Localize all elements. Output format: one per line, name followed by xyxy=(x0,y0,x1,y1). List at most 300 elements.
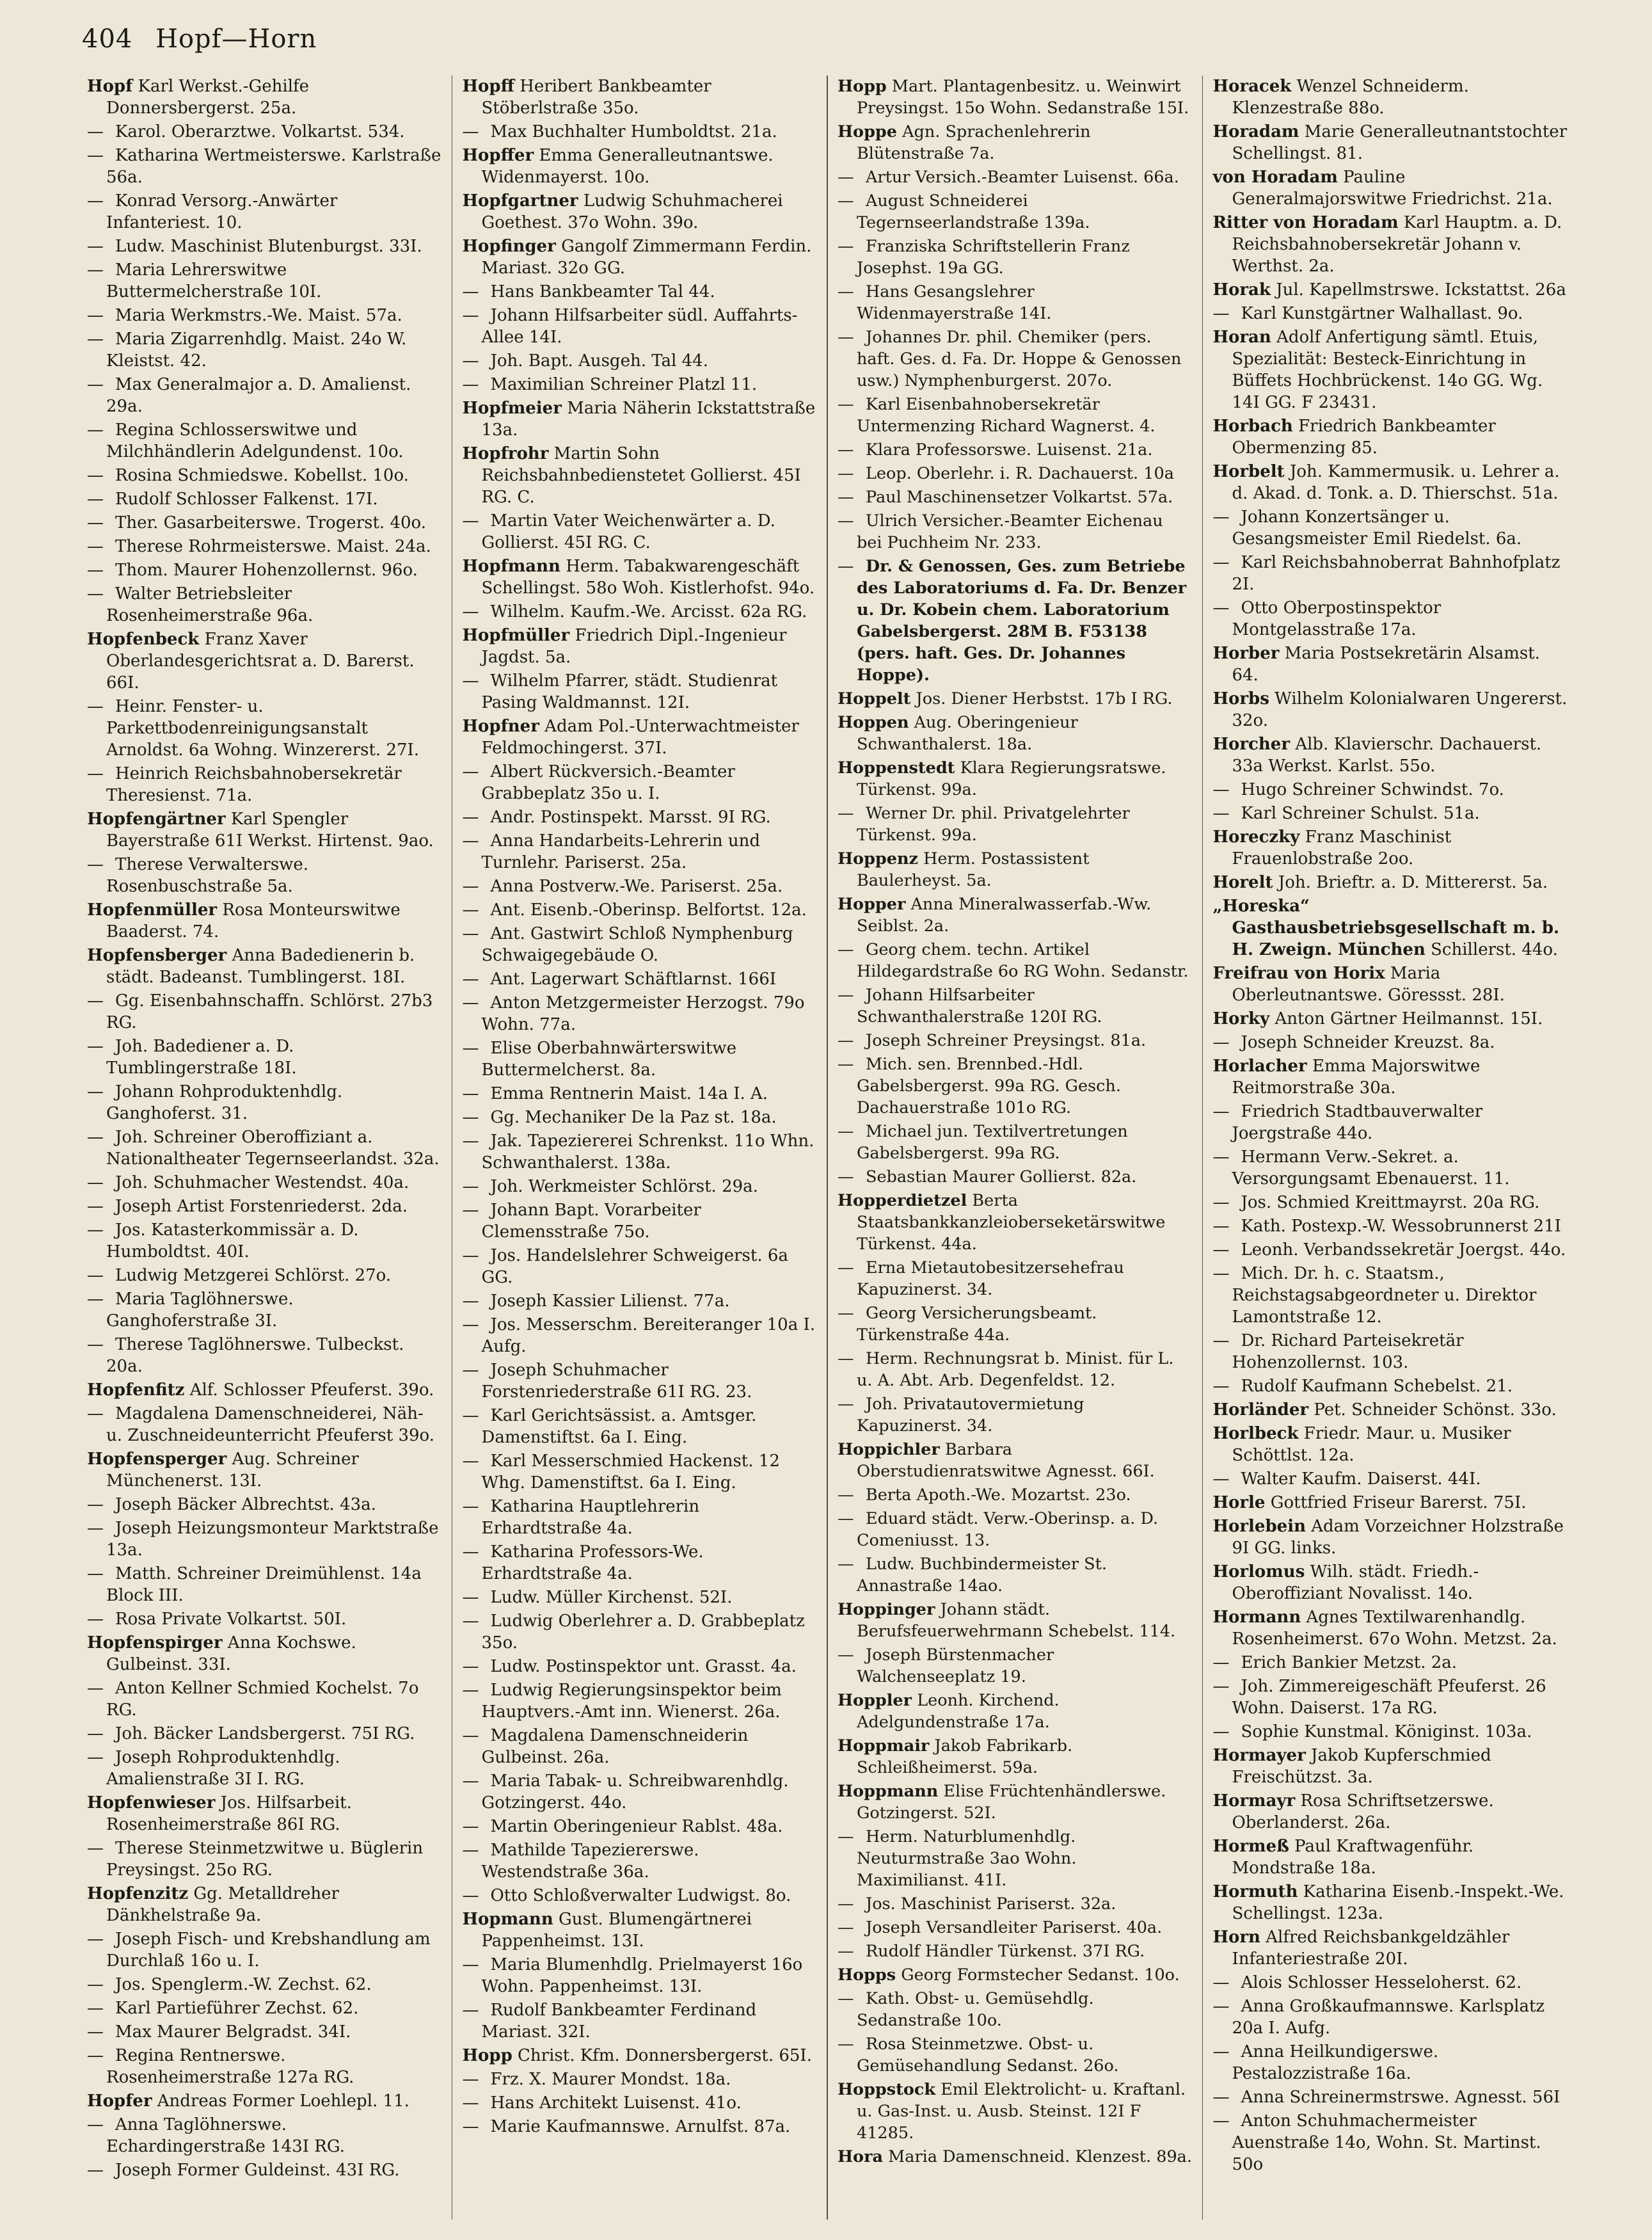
directory-entry xyxy=(838,1893,1193,1915)
directory-entry xyxy=(87,328,442,372)
directory-entry xyxy=(1212,121,1568,164)
directory-entry xyxy=(1212,1721,1568,1743)
entry-details: Jos. Hilfsarbeit. Rosenheimerstraße 86I RG. xyxy=(106,1793,352,1834)
entry-details: Joh. Brieftr. a. D. Mittererst. 5a. xyxy=(1278,873,1548,892)
entry-details: Rosa Private Volkartst. 50I. xyxy=(115,1610,347,1629)
directory-entry xyxy=(87,1334,442,1377)
directory-entry xyxy=(462,145,817,188)
entry-details: Maria Näherin Ickstattstraße 13a. xyxy=(481,399,816,440)
continuation-dash: — xyxy=(87,991,104,1011)
directory-entry xyxy=(462,1816,817,1837)
entry-details: Maria Blumenhdlg. Prielmayerst 16o Wohn. Pappenheimst. 13I. xyxy=(481,1955,803,1996)
directory-entry xyxy=(1212,1468,1568,1490)
continuation-dash: — xyxy=(837,1989,854,2008)
entry-details: Joh. Schreiner Oberoffiziant a. Nationaltheater Tegernseerlandst. 32a. xyxy=(106,1128,440,1169)
directory-entry xyxy=(462,1908,817,1952)
entry-details: Maria Taglöhnerswe. Ganghoferstraße 3I. xyxy=(106,1290,294,1331)
entry-surname: Hoppler xyxy=(837,1691,912,1710)
directory-entry xyxy=(1212,779,1568,801)
directory-entry xyxy=(1212,76,1568,119)
continuation-dash: — xyxy=(462,1084,479,1103)
entry-details: Michael jun. Textilvertretungen Gabelsbergerst. 99a RG. xyxy=(856,1122,1128,1163)
entry-surname: Hopf xyxy=(87,77,133,96)
continuation-dash: — xyxy=(462,1315,479,1334)
directory-entry xyxy=(87,1792,442,1836)
entry-details: Jos. Katasterkommissär a. D. Humboldtst. 40I. xyxy=(106,1220,359,1261)
continuation-dash: — xyxy=(1212,1217,1230,1236)
entry-details: Ludwig Schuhmacherei Goethest. 37o Wohn. 39o. xyxy=(481,191,783,232)
entry-surname: Hopper xyxy=(837,895,906,914)
entry-details: Elise Früchtenhändlerswe. Gotzingerst. 52I. xyxy=(856,1782,1166,1823)
entry-surname: Horcher xyxy=(1212,735,1291,754)
directory-entry xyxy=(838,1508,1193,1551)
directory-entry xyxy=(87,990,442,1034)
entry-details: Wilh. städt. Friedh.-Oberoffiziant Novalisst. 14o. xyxy=(1232,1562,1479,1603)
entry-details: Karol. Oberarztwe. Volkartst. 534. xyxy=(115,122,405,141)
continuation-dash: — xyxy=(462,900,479,920)
entry-surname: Hoppstock xyxy=(837,2080,936,2099)
continuation-dash: — xyxy=(837,1349,854,1368)
entry-details: Jos. Maschinist Pariserst. 32a. xyxy=(865,1894,1116,1914)
continuation-dash: — xyxy=(837,237,854,256)
continuation-dash: — xyxy=(1212,1722,1230,1741)
directory-entry xyxy=(462,2045,817,2067)
directory-entry xyxy=(462,876,817,897)
entry-details: Maria Werkmstrs.-We. Maist. 57a. xyxy=(115,306,402,325)
directory-entry xyxy=(87,1747,442,1790)
entry-details: Thom. Maurer Hohenzollernst. 96o. xyxy=(115,561,418,580)
directory-entry xyxy=(87,419,442,463)
column-rule xyxy=(827,76,828,2220)
entry-details: Otto Schloßverwalter Ludwigst. 8o. xyxy=(490,1886,791,1905)
directory-entry xyxy=(462,1290,817,1312)
entry-surname: Hopffer xyxy=(462,146,534,165)
continuation-dash: — xyxy=(87,2046,104,2065)
directory-entry xyxy=(838,1735,1193,1779)
continuation-dash: — xyxy=(837,464,854,483)
directory-entry xyxy=(1212,597,1568,641)
entry-surname: Horan xyxy=(1212,328,1271,347)
directory-entry xyxy=(1212,212,1568,277)
entry-details: Karl Schreiner Schulst. 51a. xyxy=(1241,804,1480,823)
continuation-dash: — xyxy=(462,1361,479,1380)
entry-details: Therese Rohrmeisterswe. Maist. 24a. xyxy=(115,537,431,556)
entry-details: Heribert Bankbeamter Stöberlstraße 35o. xyxy=(481,77,711,118)
entry-details: Mich. Dr. h. c. Staatsm., Reichstagsabgeordneter u. Direktor Lamontstraße 12. xyxy=(1232,1264,1537,1327)
continuation-dash: — xyxy=(462,1657,479,1676)
entry-details: Agnes Textilwarenhandlg. Rosenheimerst. 67o Wohn. Metzst. 2a. xyxy=(1232,1608,1557,1649)
entry-surname: Hoppichler xyxy=(837,1440,940,1459)
directory-entry xyxy=(838,2079,1193,2144)
continuation-dash: — xyxy=(87,1220,104,1240)
entry-details: Joseph Rohproduktenhdlg. Amalienstraße 3I I. RG. xyxy=(106,1748,340,1789)
continuation-dash: — xyxy=(1212,1193,1230,1212)
continuation-dash: — xyxy=(87,764,104,783)
entry-details: Johann Hilfsarbeiter Schwanthalerstraße 120I RG. xyxy=(856,986,1102,1027)
directory-entry xyxy=(87,465,442,486)
directory-entry xyxy=(462,1954,817,1997)
entry-details: Joseph Artist Forstenriederst. 2da. xyxy=(115,1197,408,1216)
entry-details: Pet. Schneider Schönst. 33o. xyxy=(1314,1400,1557,1420)
directory-entry xyxy=(838,1302,1193,1346)
entry-details: Ther. Gasarbeiterswe. Trogerst. 40o. xyxy=(115,513,426,532)
entry-details: Barbara Oberstudienratswitwe Agnesst. 66I. xyxy=(856,1440,1155,1481)
directory-entry xyxy=(462,443,817,508)
entry-details: Max Buchhalter Humboldtst. 21a. xyxy=(490,122,777,141)
directory-entry xyxy=(838,893,1193,937)
directory-entry xyxy=(462,76,817,119)
entry-surname: Horbach xyxy=(1212,417,1293,436)
continuation-dash: — xyxy=(87,1679,104,1698)
entry-details: Franz Xaver Oberlandesgerichtsrat a. D. Barerst. 66I. xyxy=(106,630,415,692)
directory-entry xyxy=(1212,1330,1568,1373)
continuation-dash: — xyxy=(87,1082,104,1101)
directory-entry xyxy=(87,1723,442,1745)
directory-entry xyxy=(462,1610,817,1654)
entry-details: Anton Schuhmachermeister Auenstraße 14o, Wohn. St. Martinst. 50o xyxy=(1232,2111,1541,2174)
directory-entry xyxy=(462,1885,817,1907)
entry-details: Herm. Tabakwarengeschäft Schellingst. 58o Woh. Kistlerhofst. 94o. xyxy=(481,557,815,598)
directory-entry xyxy=(838,803,1193,846)
entry-details: Karl Hauptm. a. D. Reichsbahnobersekretär Johann v. Werthst. 2a. xyxy=(1232,213,1562,276)
entry-details: Christ. Kfm. Donnersbergerst. 65I. xyxy=(518,2046,812,2065)
continuation-dash: — xyxy=(462,2117,479,2136)
directory-entry xyxy=(1212,1652,1568,1674)
directory-entry xyxy=(1212,2041,1568,2084)
continuation-dash: — xyxy=(837,1555,854,1574)
entry-details: Dr. Richard Parteisekretär Hohenzollernst. 103. xyxy=(1232,1331,1464,1372)
directory-entry xyxy=(838,166,1193,188)
entry-details: Marie Kaufmannswe. Arnulfst. 87a. xyxy=(490,2117,791,2136)
directory-entry xyxy=(838,1190,1193,1255)
entry-details: Wilhelm Pfarrer, städt. Studienrat Pasing Waldmannst. 12I. xyxy=(481,671,778,712)
entry-details: Emma Rentnerin Maist. 14a I. A. xyxy=(490,1084,768,1103)
entry-details: Heinrich Reichsbahnobersekretär Theresienst. 71a. xyxy=(106,764,402,805)
continuation-dash: — xyxy=(87,697,104,716)
entry-details: Maximilian Schreiner Platzl 11. xyxy=(490,375,758,394)
entry-details: Jos. Spenglerm.-W. Zechst. 62. xyxy=(115,1975,372,1994)
continuation-dash: — xyxy=(462,2093,479,2113)
directory-entry xyxy=(838,1780,1193,1824)
directory-entry xyxy=(462,1541,817,1585)
entry-details: Max Generalmajor a. D. Amalienst. 29a. xyxy=(106,375,411,416)
entry-surname: Hoppenz xyxy=(837,849,918,868)
directory-entry xyxy=(838,1121,1193,1164)
directory-entry xyxy=(87,1265,442,1286)
continuation-dash: — xyxy=(1212,1240,1230,1260)
continuation-dash: — xyxy=(462,511,479,531)
directory-entry xyxy=(1212,1008,1568,1030)
entry-details: Emma Majorswitwe Reitmorstraße 30a. xyxy=(1232,1057,1481,1098)
directory-entry xyxy=(462,1999,817,2043)
entry-surname: Hormuth xyxy=(1212,1882,1298,1901)
directory-entry xyxy=(462,1130,817,1174)
entry-details: Joseph Heizungsmonteur Marktstraße 13a. xyxy=(106,1519,439,1560)
continuation-dash: — xyxy=(837,1258,854,1277)
entry-details: Gg. Metalldreher Dänkhelstraße 9a. xyxy=(106,1884,339,1925)
continuation-dash: — xyxy=(837,940,854,959)
directory-entry xyxy=(1212,688,1568,732)
continuation-dash: — xyxy=(837,395,854,414)
directory-entry xyxy=(1212,326,1568,413)
entry-details: Aug. Schreiner Münchenerst. 13I. xyxy=(106,1450,359,1491)
entry-details: Maria Zigarrenhdlg. Maist. 24o W. Kleistst. 42. xyxy=(106,330,407,371)
entry-details: Katharina Hauptlehrerin Erhardtstraße 4a. xyxy=(481,1497,700,1538)
continuation-dash: — xyxy=(87,191,104,211)
entry-details: Johannes Dr. phil. Chemiker (pers. haft. Ges. d. Fa. Dr. Hoppe & Genossen usw.) Nymphenburgerst. 207o. xyxy=(856,328,1182,390)
entry-details: Rudolf Schlosser Falkenst. 17I. xyxy=(115,490,378,509)
directory-entry xyxy=(1212,1996,1568,2039)
entry-surname: Ritter von Horadam xyxy=(1212,213,1399,232)
directory-entry xyxy=(87,1928,442,1972)
continuation-dash: — xyxy=(837,191,854,211)
entry-details: Leop. Oberlehr. i. R. Dachauerst. 10a xyxy=(865,464,1174,483)
continuation-dash: — xyxy=(87,561,104,580)
continuation-dash: — xyxy=(462,1772,479,1791)
entry-surname: Horadam xyxy=(1212,122,1299,141)
continuation-dash: — xyxy=(87,466,104,485)
entry-details: Wenzel Schneiderm. Klenzestraße 88o. xyxy=(1232,77,1469,118)
directory-entry xyxy=(1212,1101,1568,1144)
directory-entry xyxy=(87,145,442,188)
entry-details: Jos. Diener Herbstst. 17b I RG. xyxy=(916,689,1173,708)
entry-details: Konrad Versorg.-Anwärter Infanteriest. 10. xyxy=(106,191,338,232)
directory-entry xyxy=(1212,1790,1568,1834)
continuation-dash: — xyxy=(87,1128,104,1147)
entry-details: Rudolf Bankbeamter Ferdinand Mariast. 32I. xyxy=(481,2001,757,2042)
entry-surname: Hopperdietzel xyxy=(837,1191,967,1210)
continuation-dash: — xyxy=(462,1452,479,1471)
directory-entry xyxy=(838,1348,1193,1391)
entry-details: Johann Konzertsänger u. Gesangsmeister Emil Riedelst. 6a. xyxy=(1232,508,1522,548)
entry-surname: Horn xyxy=(1212,1928,1260,1947)
continuation-dash: — xyxy=(87,1173,104,1192)
directory-entry xyxy=(87,628,442,694)
continuation-dash: — xyxy=(462,1588,479,1607)
directory-entry xyxy=(1212,279,1568,301)
directory-entry xyxy=(462,968,817,990)
entry-surname: Horacek xyxy=(1212,77,1292,96)
directory-entry xyxy=(838,1393,1193,1437)
continuation-dash: — xyxy=(462,2001,479,2020)
entry-details: Friedrich Bankbeamter Obermenzing 85. xyxy=(1232,417,1496,458)
directory-entry xyxy=(462,305,817,348)
continuation-dash: — xyxy=(1212,1033,1230,1052)
directory-entry xyxy=(838,1826,1193,1891)
entry-details: Maria Oberleutnantswe. Göressst. 28I. xyxy=(1232,964,1505,1005)
entry-details: Joseph Schreiner Preysingst. 81a. xyxy=(865,1031,1147,1050)
continuation-dash: — xyxy=(462,282,479,301)
directory-entry xyxy=(838,281,1193,324)
directory-entry xyxy=(87,1632,442,1676)
entry-details: Mich. sen. Brennbed.-Hdl. Gabelsbergerst. 99a RG. Gesch. Dachauerstraße 101o RG. xyxy=(856,1055,1121,1117)
directory-entry xyxy=(462,397,817,441)
continuation-dash: — xyxy=(837,1827,854,1846)
continuation-dash: — xyxy=(1212,1997,1230,2016)
directory-entry xyxy=(462,1314,817,1357)
entry-details: Rosina Schmiedswe. Kobellst. 10o. xyxy=(115,466,409,485)
entry-details: Anna Handarbeits-Lehrerin und Turnlehr. Pariserst. 25a. xyxy=(481,831,761,872)
entry-details: Mart. Plantagenbesitz. u. Weinwirt Preysingst. 15o Wohn. Sedanstraße 15I. xyxy=(856,77,1189,118)
continuation-dash: — xyxy=(462,2070,479,2089)
directory-entry xyxy=(462,716,817,759)
entry-details: Kath. Postexp.-W. Wessobrunnerst 21I xyxy=(1241,1217,1561,1236)
directory-entry xyxy=(1212,1516,1568,1559)
continuation-dash: — xyxy=(1212,780,1230,799)
entry-surname: „Horeska“ Gasthausbetriebsgesellschaft m. b. H. Zweign. München xyxy=(1212,897,1560,959)
directory-entry xyxy=(1212,1676,1568,1719)
entry-details: Ludwig Regierungsinspektor beim Hauptvers.-Amt inn. Wienerst. 26a. xyxy=(481,1681,782,1722)
continuation-dash: — xyxy=(87,1999,104,2018)
directory-entry xyxy=(462,510,817,554)
continuation-dash: — xyxy=(462,1841,479,1860)
directory-entry xyxy=(1212,1972,1568,1994)
continuation-dash: — xyxy=(1212,553,1230,572)
directory-entry xyxy=(87,899,442,943)
continuation-dash: — xyxy=(1212,1102,1230,1121)
continuation-dash: — xyxy=(837,488,854,507)
directory-entry xyxy=(87,1563,442,1606)
entry-surname: Hopfenfitz xyxy=(87,1380,185,1400)
directory-entry xyxy=(838,121,1193,164)
entry-surname: Hopfenmüller xyxy=(87,900,218,920)
directory-entry xyxy=(838,1964,1193,1986)
continuation-dash: — xyxy=(837,168,854,187)
continuation-dash: — xyxy=(87,1197,104,1216)
directory-entry xyxy=(462,1587,817,1608)
continuation-dash: — xyxy=(87,260,104,280)
continuation-dash: — xyxy=(462,306,479,325)
entry-details: Joh. Kammermusik. u. Lehrer a. d. Akad. d. Tonk. a. D. Thierschst. 51a. xyxy=(1232,462,1560,503)
continuation-dash: — xyxy=(837,282,854,301)
directory-columns xyxy=(82,76,1573,2220)
directory-entry xyxy=(838,1257,1193,1300)
continuation-dash: — xyxy=(462,671,479,691)
entry-details: Kath. Obst- u. Gemüsehdlg. Sedanstraße 10o. xyxy=(856,1989,1094,2030)
directory-entry xyxy=(1212,1239,1568,1261)
directory-entry xyxy=(87,1196,442,1217)
directory-entry xyxy=(462,1176,817,1197)
entry-details: Aug. Oberingenieur Schwanthalerst. 18a. xyxy=(856,713,1078,754)
entry-details: August Schneiderei Tegernseerlandstraße 139a. xyxy=(856,191,1090,232)
continuation-dash: — xyxy=(87,1404,104,1423)
entry-details: Regina Schlosserswitwe und Milchhändlerin Adelgundenst. 10o. xyxy=(106,420,404,461)
continuation-dash: — xyxy=(1212,2111,1230,2131)
continuation-dash: — xyxy=(462,1292,479,1311)
directory-entry xyxy=(87,236,442,257)
directory-entry xyxy=(1212,1926,1568,1970)
entry-details: Anna Kochswe. Gulbeinst. 33I. xyxy=(106,1633,356,1674)
entry-details: Rosa Schriftsetzerswe. Oberlanderst. 26a. xyxy=(1232,1791,1494,1832)
directory-entry xyxy=(838,2033,1193,2077)
continuation-dash: — xyxy=(462,924,479,943)
continuation-dash: — xyxy=(462,808,479,827)
continuation-dash: — xyxy=(837,1055,854,1074)
directory-entry xyxy=(462,281,817,303)
entry-details: Gg. Eisenbahnschaffn. Schlörst. 27b3 RG. xyxy=(106,991,433,1032)
directory-entry xyxy=(87,1288,442,1332)
directory-entry xyxy=(1212,872,1568,893)
entry-details: Regina Rentnerswe. Rosenheimerstraße 127a RG. xyxy=(106,2046,354,2087)
entry-surname: Horlbeck xyxy=(1212,1424,1299,1443)
entry-details: Magdalena Damenschneiderei, Näh- u. Zuschneideunterricht Pfeuferst 39o. xyxy=(106,1404,435,1445)
directory-entry xyxy=(1212,2086,1568,2108)
directory-entry xyxy=(838,439,1193,461)
entry-details: Jul. Kapellmstrswe. Ickstattst. 26a xyxy=(1276,280,1566,300)
entry-details: Ant. Lagerwart Schäftlarnst. 166I xyxy=(490,970,777,989)
continuation-dash: — xyxy=(462,1542,479,1562)
entry-details: Joh. Zimmereigeschäft Pfeuferst. 26 Wohn. Daiserst. 17a RG. xyxy=(1232,1677,1546,1718)
entry-details: Anna Mineralwasserfab.-Ww. Seiblst. 2a. xyxy=(856,895,1152,936)
directory-entry xyxy=(1212,1399,1568,1421)
entry-details: Leonh. Verbandssekretär Joergst. 44o. xyxy=(1241,1240,1566,1260)
directory-entry xyxy=(87,512,442,534)
entry-details: Karl Gerichtsässist. a. Amtsger. Damenstiftst. 6a I. Eing. xyxy=(481,1406,757,1447)
entry-details: Alf. Schlosser Pfeuferst. 39o. xyxy=(189,1380,434,1400)
entry-details: Joseph Schuhmacher Forstenriederstraße 61I RG. 23. xyxy=(481,1361,752,1402)
entry-details: Joh. Werkmeister Schlörst. 29a. xyxy=(490,1177,758,1196)
directory-entry xyxy=(838,1988,1193,2031)
entry-details: Emma Generalleutnantswe. Widenmayerst. 10o. xyxy=(481,146,774,187)
directory-entry xyxy=(1212,415,1568,459)
directory-entry xyxy=(462,350,817,372)
directory-entry xyxy=(1212,1263,1568,1328)
entry-details: Georg chem. techn. Artikel Hildegardstraße 6o RG Wohn. Sedanstr. xyxy=(856,940,1189,981)
continuation-dash: — xyxy=(87,490,104,509)
directory-entry xyxy=(838,510,1193,554)
continuation-dash: — xyxy=(87,306,104,325)
directory-entry xyxy=(462,923,817,966)
entry-details: Gg. Mechaniker De la Paz st. 18a. xyxy=(490,1108,777,1127)
entry-details: Sophie Kunstmal. Königinst. 103a. xyxy=(1241,1722,1532,1741)
continuation-dash: — xyxy=(837,1395,854,1414)
entry-surname: Hoppinger xyxy=(837,1600,935,1619)
entry-surname: Hopfenwieser xyxy=(87,1793,216,1812)
entry-details: Joseph Fisch- und Krebshandlung am Durchlaß 16o u. I. xyxy=(106,1930,431,1971)
entry-details: Rosa Steinmetzwe. Obst- u. Gemüsehandlung Sedanst. 26o. xyxy=(856,2035,1119,2076)
directory-entry xyxy=(1212,963,1568,1006)
directory-entry xyxy=(87,1219,442,1263)
entry-details: Maria Lehrerswitwe Buttermelcherstraße 10I. xyxy=(106,260,322,301)
directory-entry xyxy=(838,984,1193,1028)
continuation-dash: — xyxy=(462,970,479,989)
directory-entry xyxy=(838,236,1193,279)
entry-surname: Hopp xyxy=(837,77,887,96)
continuation-dash: — xyxy=(462,1497,479,1516)
entry-details: Rosa Monteurswitwe Baaderst. 74. xyxy=(106,900,401,941)
directory-entry xyxy=(87,2021,442,2043)
entry-details: Eduard städt. Verw.-Oberinsp. a. D. Comeniusst. 13. xyxy=(856,1509,1159,1550)
entry-surname: Hopfensperger xyxy=(87,1450,227,1469)
entry-surname: Hopfmeier xyxy=(462,399,562,418)
entry-surname: Hormann xyxy=(1212,1608,1301,1627)
entry-surname: Horlacher xyxy=(1212,1057,1307,1076)
column-2 xyxy=(457,76,822,2220)
continuation-dash: — xyxy=(462,877,479,896)
directory-entry xyxy=(87,1494,442,1516)
continuation-dash: — xyxy=(87,122,104,141)
entry-surname: Freifrau von Horix xyxy=(1212,964,1385,983)
directory-entry xyxy=(838,1644,1193,1688)
continuation-dash: — xyxy=(87,1724,104,1743)
entry-details: Johann Bapt. Vorarbeiter Clemensstraße 75o. xyxy=(481,1201,701,1242)
entry-details: Anna Heilkundigerswe. Pestalozzistraße 16a. xyxy=(1232,2042,1439,2083)
entry-details: Ant. Eisenb.-Oberinsp. Belfortst. 12a. xyxy=(490,900,807,920)
directory-entry xyxy=(87,374,442,417)
entry-details: Franziska Schriftstellerin Franz Josephst. 19a GG. xyxy=(856,237,1130,278)
directory-entry xyxy=(838,688,1193,710)
entry-surname: Hopfer xyxy=(87,2092,152,2111)
